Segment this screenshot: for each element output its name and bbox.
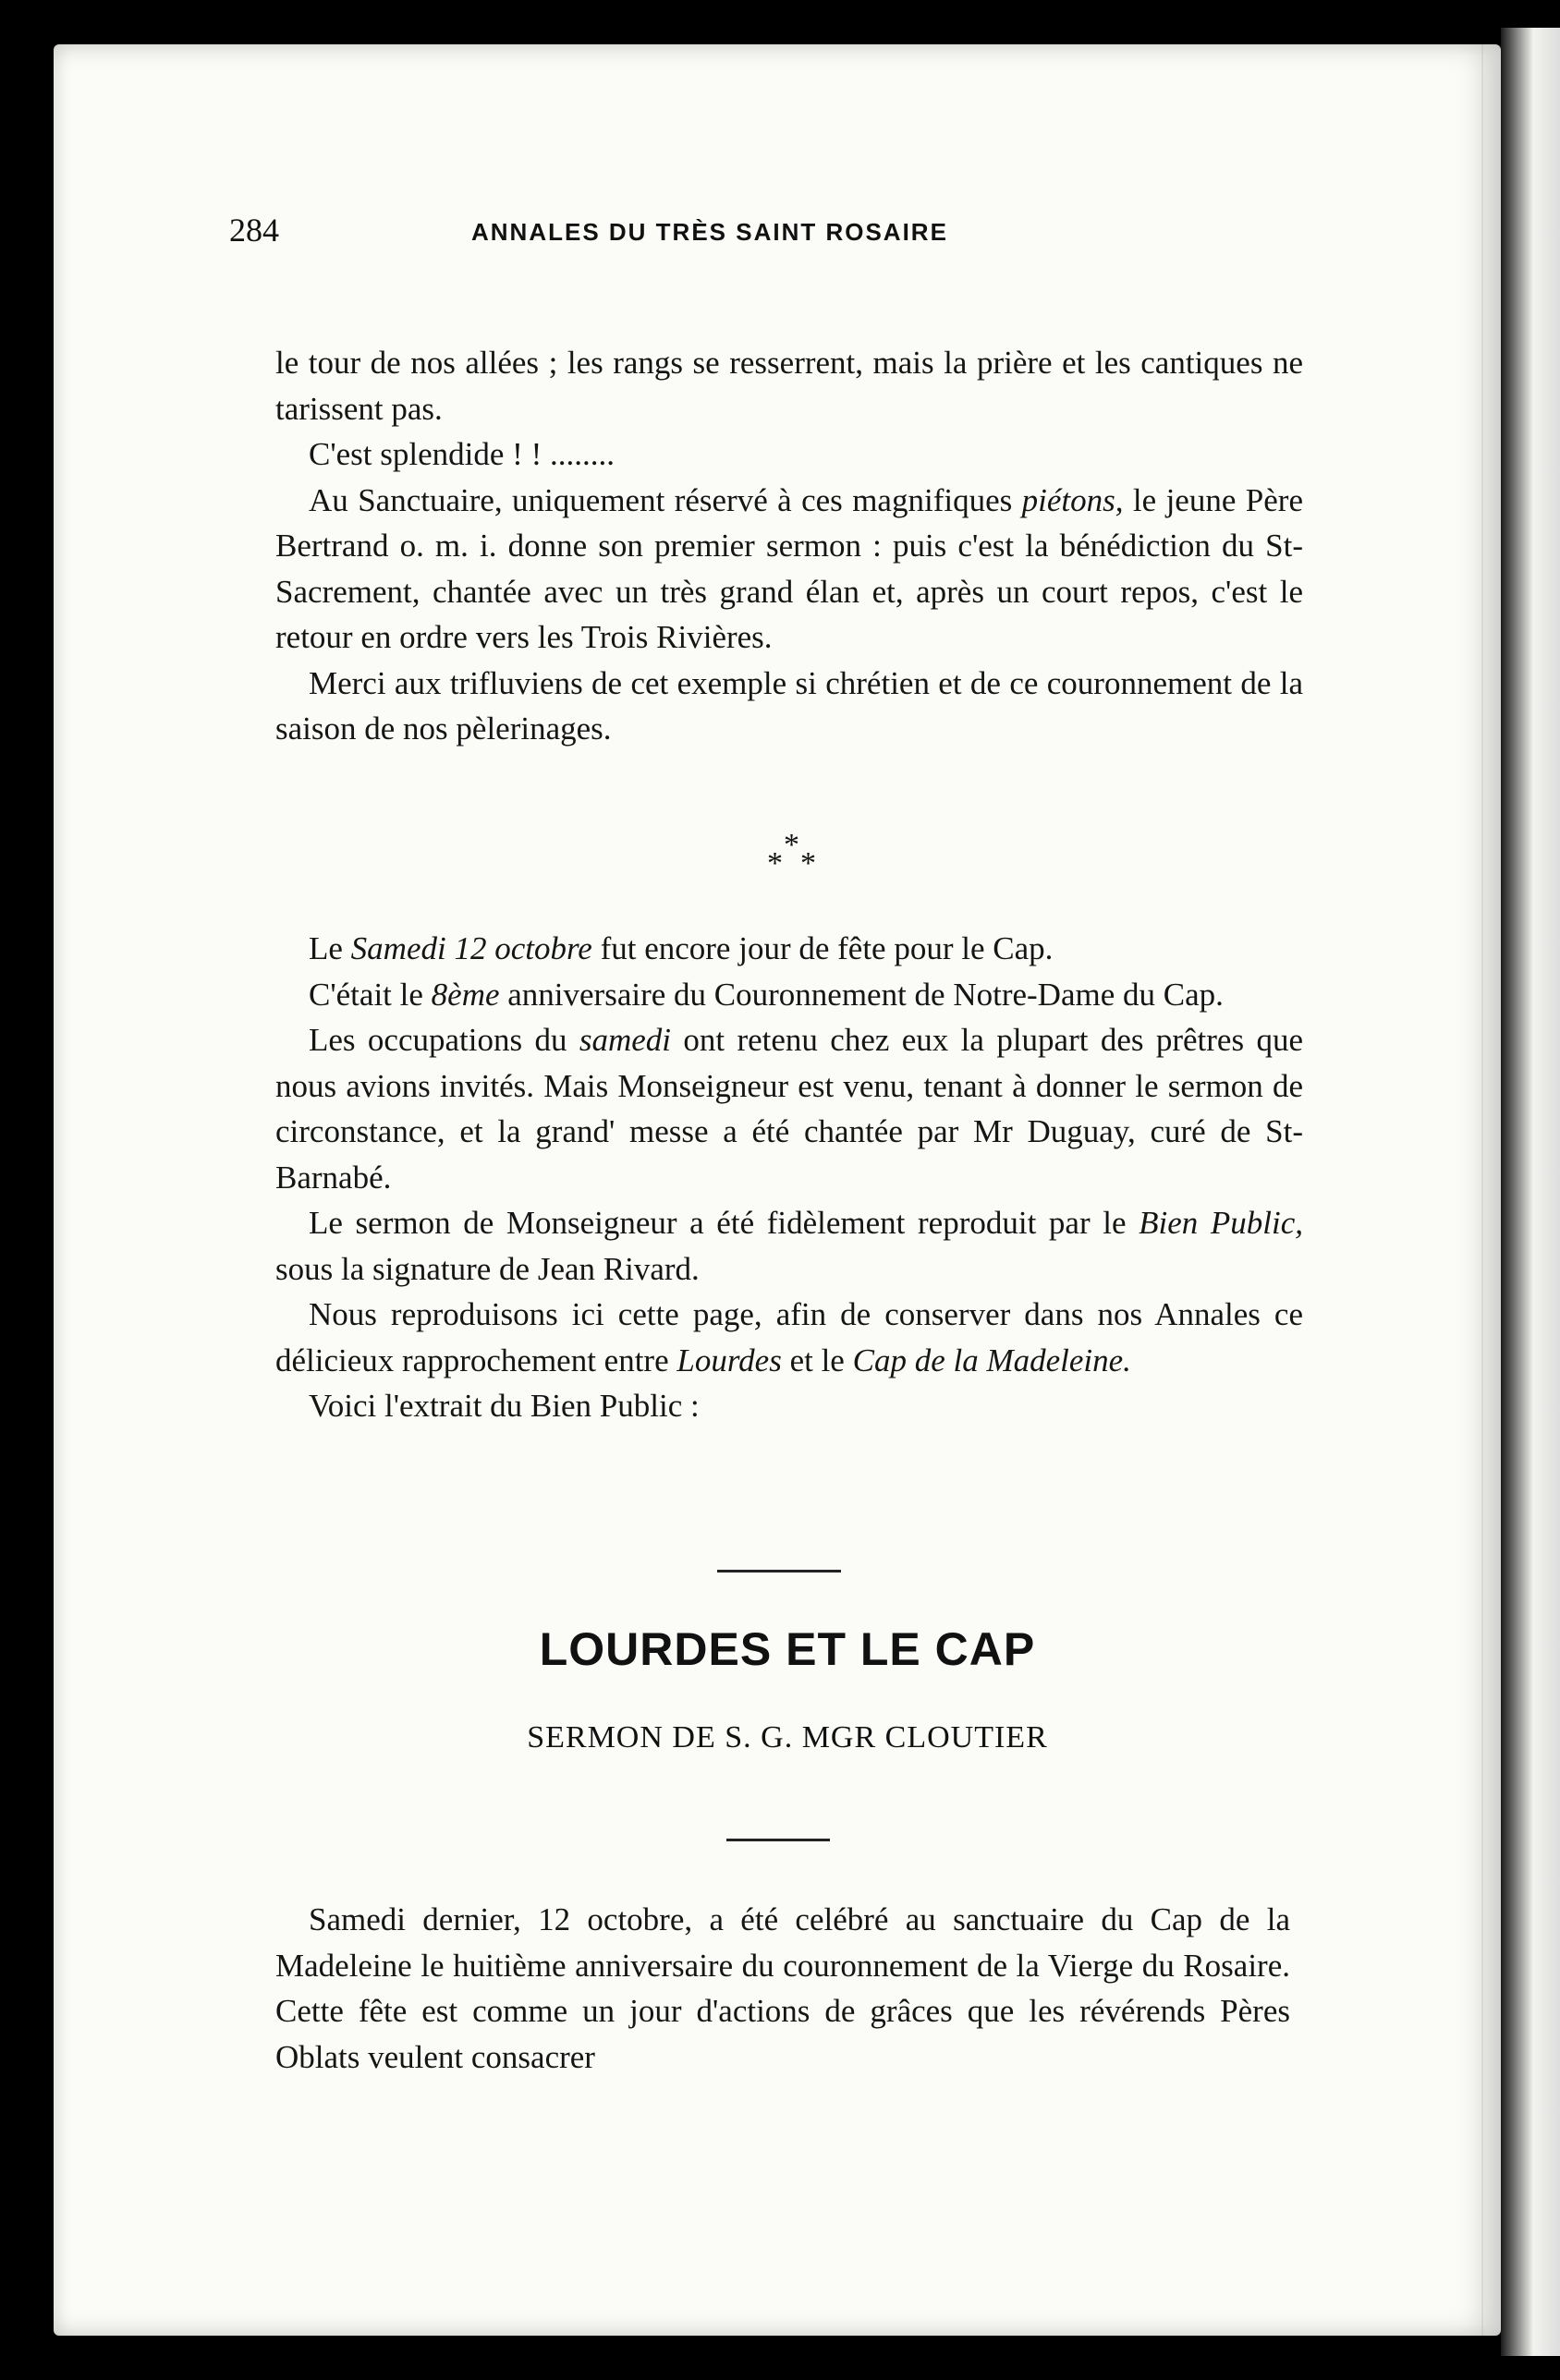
asterism-separator — [758, 828, 832, 889]
divider-rule — [717, 1570, 841, 1572]
paragraph — [275, 1200, 1303, 1292]
italic-text: 8ème — [431, 976, 500, 1013]
asterisk: * — [784, 828, 799, 862]
page-edge-shadow — [1481, 44, 1483, 2336]
body-text-main — [275, 926, 1303, 1429]
page-gutter — [1501, 28, 1560, 2356]
text-run: Le — [309, 930, 351, 966]
paragraph: le tour de nos allées ; les rangs se resserrent, mais la prière et les cantiques ne tarissent pas. — [275, 345, 1303, 427]
italic-text: piétons, — [1021, 481, 1124, 518]
italic-text: Bien Public, — [1139, 1205, 1303, 1241]
text-run: anniversaire du Couronnement de Notre-Dame du Cap. — [499, 976, 1224, 1013]
text-run: Le sermon de Monseigneur a été fidèlement reproduit par le — [309, 1205, 1140, 1241]
asterisk: * — [767, 846, 783, 880]
text-run: C'était le — [309, 976, 432, 1013]
paragraph: Voici l'extrait du Bien Public : — [309, 1388, 700, 1424]
text-run: Nous reproduisons ici cette page, afin de conserver dans nos Annales ce délicieux rapprochement entre — [275, 1296, 1303, 1378]
italic-text: Cap de la Madeleine. — [852, 1342, 1131, 1378]
text-run: fut encore jour de fête pour le Cap. — [591, 930, 1054, 966]
page-header — [229, 211, 1320, 266]
paragraph — [275, 1017, 1303, 1200]
text-run: Au Sanctuaire, uniquement réservé à ces magnifiques — [309, 481, 1022, 518]
paragraph: Merci aux trifluviens de cet exemple si chrétien et de ce couronnement de la saison de nos pèlerinages. — [275, 664, 1303, 747]
article-subtitle: SERMON DE S. G. MGR CLOUTIER — [527, 1720, 1048, 1755]
text-run: sous la signature de Jean Rivard. — [275, 1250, 700, 1287]
page-number: 284 — [229, 212, 279, 249]
paragraph — [275, 478, 1303, 661]
text-run: ont retenu chez eux la plupart des prêtres que nous avions invités. Mais Monseigneur est venu, tenant à donner le sermon de circonstance, et la grand' messe a été chantée par Mr Duguay, curé de St-Barnabé. — [275, 1022, 1303, 1196]
paragraph — [275, 1292, 1303, 1383]
text-run: le jeune Père Bertrand o. m. i. donne son premier sermon : puis c'est la bénédiction du St-Sacrement, chantée avec un très grand élan et, après un court repos, c'est le retour en ordre vers les Trois Rivières. — [275, 481, 1303, 655]
italic-text: Lourdes — [676, 1342, 782, 1378]
paragraph — [275, 926, 1303, 972]
italic-text: Samedi 12 octobre — [350, 930, 592, 966]
article-title: LOURDES ET LE CAP — [539, 1623, 1036, 1675]
italic-text: samedi — [579, 1022, 671, 1058]
body-text-intro — [275, 340, 1303, 752]
divider-rule — [726, 1839, 830, 1841]
paragraph — [275, 972, 1303, 1018]
text-run: Les occupations du — [309, 1022, 579, 1058]
paragraph: Samedi dernier, 12 octobre, a été celébré au sanctuaire du Cap de la Madeleine le huitième anniversaire du couronnement de la Vierge du Rosaire. Cette fête est comme un jour d'actions de grâces que les révérends Pères Oblats veulent consacrer — [275, 1901, 1290, 2075]
body-text-article — [275, 1897, 1290, 2080]
text-run: et le — [781, 1342, 853, 1378]
running-head: ANNALES DU TRÈS SAINT ROSAIRE — [471, 218, 948, 246]
asterisk: * — [800, 846, 816, 880]
paragraph: C'est splendide ! ! ........ — [309, 436, 615, 472]
